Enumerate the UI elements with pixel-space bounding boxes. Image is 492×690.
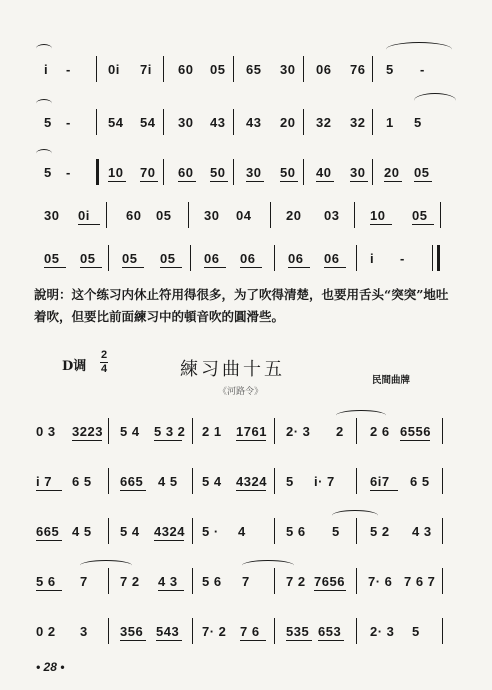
barline <box>270 202 271 228</box>
piece-subtitle: 《河路令》 <box>218 387 264 397</box>
note: 04 <box>236 208 252 223</box>
tie <box>36 149 52 158</box>
beam <box>350 181 368 182</box>
beam <box>370 224 392 225</box>
beam <box>318 640 344 641</box>
note: 05 <box>412 208 428 223</box>
note: 6556 <box>400 424 431 439</box>
note: 7 6 7 <box>404 574 436 589</box>
barline <box>192 468 193 494</box>
note: 2 <box>336 424 344 439</box>
note: 535 <box>286 624 310 639</box>
note: 05 <box>210 62 226 77</box>
beam <box>36 490 62 491</box>
note: 6i7 <box>370 474 390 489</box>
note: 05 <box>414 165 430 180</box>
note: 05 <box>122 251 138 266</box>
note: 7 <box>80 574 88 589</box>
barline <box>108 418 109 444</box>
beam <box>384 181 402 182</box>
explanation-text: 說明：这个练习内休止符用得很多，为了吹得清楚，也要用舌头“突突”地吐着吹，但要比前面練习中的頓音吹的圓滑些。 <box>34 287 449 324</box>
beam <box>400 440 430 441</box>
beam <box>370 490 398 491</box>
barline <box>356 245 357 271</box>
note: 5 <box>414 115 422 130</box>
note: - <box>420 62 425 77</box>
note: 05 <box>80 251 96 266</box>
note: 4 3 <box>158 574 178 589</box>
barline <box>274 245 275 271</box>
note: 653 <box>318 624 342 639</box>
note: 7· 6 <box>368 574 393 589</box>
note: 6 5 <box>410 474 430 489</box>
barline <box>303 56 304 82</box>
note: 65 <box>246 62 262 77</box>
note: 356 <box>120 624 144 639</box>
note: 06 <box>204 251 220 266</box>
melody-row <box>0 624 492 654</box>
barline <box>303 109 304 135</box>
barline <box>442 468 443 494</box>
note: 30 <box>178 115 194 130</box>
beam <box>140 181 158 182</box>
note: 30 <box>280 62 296 77</box>
barline <box>192 568 193 594</box>
tie <box>36 99 52 108</box>
tie <box>36 44 52 53</box>
tie <box>414 93 456 108</box>
note: 30 <box>246 165 262 180</box>
note: 60 <box>126 208 142 223</box>
note: 5 3 2 <box>154 424 186 439</box>
barline <box>188 202 189 228</box>
beam <box>240 267 262 268</box>
note: 4 3 <box>412 524 432 539</box>
beam <box>316 181 334 182</box>
note: 1 <box>386 115 394 130</box>
note: 50 <box>210 165 226 180</box>
melody-row <box>0 574 492 604</box>
beam <box>412 224 434 225</box>
note: 50 <box>280 165 296 180</box>
exercise-row <box>0 251 492 281</box>
beam <box>240 640 266 641</box>
note: 70 <box>140 165 156 180</box>
note: 76 <box>350 62 366 77</box>
barline <box>274 518 275 544</box>
barline <box>432 245 433 271</box>
note: 5 4 <box>120 424 140 439</box>
note: 4 5 <box>158 474 178 489</box>
note: 4 5 <box>72 524 92 539</box>
note: 3223 <box>72 424 103 439</box>
beam <box>210 181 228 182</box>
barline <box>303 159 304 185</box>
note: i 7 <box>36 474 52 489</box>
beam <box>156 640 182 641</box>
barline <box>274 618 275 644</box>
beam <box>154 440 182 441</box>
note: 40 <box>316 165 332 180</box>
melody-row <box>0 524 492 554</box>
note: 06 <box>316 62 332 77</box>
note: 665 <box>120 474 144 489</box>
barline <box>442 418 443 444</box>
note: 2· 3 <box>370 624 395 639</box>
note: 30 <box>44 208 60 223</box>
beam <box>154 540 184 541</box>
note: 4324 <box>236 474 267 489</box>
note: 543 <box>156 624 180 639</box>
note: 5 4 <box>202 474 222 489</box>
tie <box>80 560 132 571</box>
note: 20 <box>384 165 400 180</box>
beam <box>286 640 312 641</box>
note: 30 <box>350 165 366 180</box>
barline <box>96 109 97 135</box>
note: i <box>370 251 375 266</box>
beam <box>246 181 264 182</box>
note: 05 <box>44 251 60 266</box>
note: 5 6 <box>36 574 56 589</box>
note: 5 6 <box>286 524 306 539</box>
barline <box>108 468 109 494</box>
beam <box>414 181 432 182</box>
note: - <box>66 115 71 130</box>
note: 43 <box>246 115 262 130</box>
barline <box>354 202 355 228</box>
note: - <box>400 251 405 266</box>
note: 05 <box>156 208 172 223</box>
note: 60 <box>178 165 194 180</box>
note: 60 <box>178 62 194 77</box>
piece-source: 民間曲牌 <box>372 375 411 386</box>
barline <box>163 109 164 135</box>
note: 5 4 <box>120 524 140 539</box>
barline <box>106 202 107 228</box>
beam <box>44 267 66 268</box>
note: 7· 2 <box>202 624 227 639</box>
beam <box>178 181 196 182</box>
barline <box>108 518 109 544</box>
beam <box>204 267 226 268</box>
beam <box>120 490 146 491</box>
note: 20 <box>286 208 302 223</box>
tie <box>336 410 386 421</box>
note: 7656 <box>314 574 345 589</box>
note: 3 <box>80 624 88 639</box>
beam <box>108 181 126 182</box>
note: - <box>66 165 71 180</box>
note: 06 <box>324 251 340 266</box>
note: 2· 3 <box>286 424 311 439</box>
exercise-row <box>0 165 492 195</box>
note: 10 <box>108 165 124 180</box>
note: - <box>66 62 71 77</box>
note: 06 <box>240 251 256 266</box>
tie <box>386 42 452 57</box>
note: 5 <box>386 62 394 77</box>
note: i· 7 <box>314 474 335 489</box>
beam <box>36 590 62 591</box>
note: 06 <box>288 251 304 266</box>
note: 5 <box>332 524 340 539</box>
exercise-row <box>0 115 492 145</box>
barline <box>96 56 97 82</box>
note: 665 <box>36 524 60 539</box>
note: 5 <box>44 115 52 130</box>
exercise-row <box>0 208 492 238</box>
note: 7 2 <box>286 574 306 589</box>
melody-row <box>0 474 492 504</box>
barline <box>274 568 275 594</box>
note: 6 5 <box>72 474 92 489</box>
beam <box>80 267 102 268</box>
time-signature <box>100 350 108 375</box>
time-bottom: 4 <box>100 363 108 375</box>
barline <box>233 56 234 82</box>
beam <box>236 440 266 441</box>
beam <box>314 590 346 591</box>
barline <box>442 568 443 594</box>
piece-title: 練习曲十五 <box>180 359 285 380</box>
barline <box>163 56 164 82</box>
beam <box>78 224 100 225</box>
barline <box>356 468 357 494</box>
exercise-row <box>0 62 492 92</box>
barline <box>356 518 357 544</box>
note: 10 <box>370 208 386 223</box>
barline <box>372 109 373 135</box>
note: 30 <box>204 208 220 223</box>
note: i <box>44 62 49 77</box>
barline <box>233 109 234 135</box>
note: 0 3 <box>36 424 56 439</box>
note: 2 6 <box>370 424 390 439</box>
note: 0i <box>78 208 90 223</box>
melody-row <box>0 424 492 454</box>
note: 5 2 <box>370 524 390 539</box>
note: 7 <box>242 574 250 589</box>
note: 2 1 <box>202 424 222 439</box>
note: 32 <box>316 115 332 130</box>
beam <box>72 440 102 441</box>
note: 4324 <box>154 524 185 539</box>
key-signature: D调 <box>62 359 87 374</box>
note: 03 <box>324 208 340 223</box>
beam <box>122 267 144 268</box>
page-number: • 28 • <box>36 660 65 674</box>
beam <box>120 640 146 641</box>
barline <box>108 568 109 594</box>
beam <box>288 267 310 268</box>
note: 1761 <box>236 424 267 439</box>
note: 5 <box>44 165 52 180</box>
beam <box>36 540 62 541</box>
beam <box>236 490 266 491</box>
barline <box>108 618 109 644</box>
barline <box>192 518 193 544</box>
note: 43 <box>210 115 226 130</box>
note: 20 <box>280 115 296 130</box>
note: 7i <box>140 62 152 77</box>
barline <box>356 618 357 644</box>
barline <box>442 618 443 644</box>
barline <box>440 202 441 228</box>
note: 0 2 <box>36 624 56 639</box>
barline <box>192 418 193 444</box>
barline <box>372 56 373 82</box>
note: 5 6 <box>202 574 222 589</box>
tie <box>332 510 378 521</box>
note: 5 · <box>202 524 219 539</box>
barline <box>96 159 99 185</box>
note: 5 <box>286 474 294 489</box>
barline <box>190 245 191 271</box>
final-barline <box>437 245 440 271</box>
beam <box>158 590 184 591</box>
note: 54 <box>108 115 124 130</box>
beam <box>280 181 298 182</box>
beam <box>324 267 346 268</box>
note: 0i <box>108 62 120 77</box>
barline <box>108 245 109 271</box>
barline <box>274 418 275 444</box>
note: 05 <box>160 251 176 266</box>
barline <box>372 159 373 185</box>
note: 54 <box>140 115 156 130</box>
tie <box>242 560 294 571</box>
note: 7 6 <box>240 624 260 639</box>
note: 4 <box>238 524 246 539</box>
barline <box>163 159 164 185</box>
barline <box>356 418 357 444</box>
barline <box>192 618 193 644</box>
note: 5 <box>412 624 420 639</box>
note: 32 <box>350 115 366 130</box>
note: 7 2 <box>120 574 140 589</box>
barline <box>442 518 443 544</box>
barline <box>356 568 357 594</box>
beam <box>160 267 182 268</box>
barline <box>233 159 234 185</box>
time-top: 2 <box>100 349 108 361</box>
barline <box>274 468 275 494</box>
